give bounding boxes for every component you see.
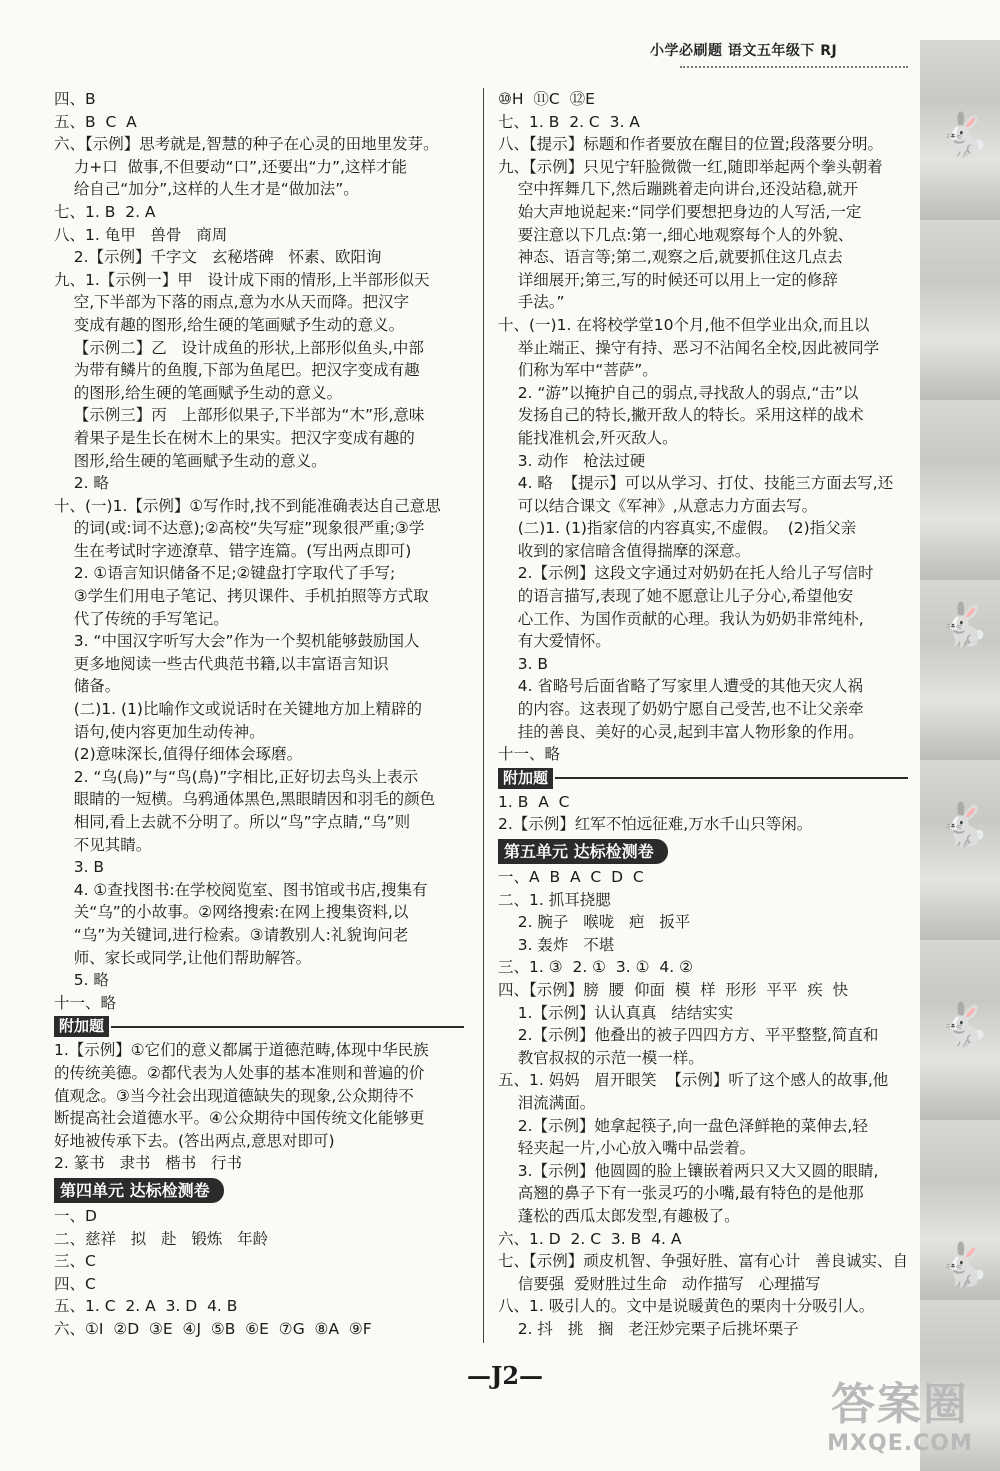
answer-line: 四、【示例】膀 腰 仰面 模 样 形形 平平 疾 快 xyxy=(498,980,849,999)
answer-line: 九、1.【示例一】甲 设计成下雨的情形,上半部形似天 xyxy=(54,270,430,289)
answer-line: 九、【示例】只见宁轩脸微微一红,随即举起两个拳头朝着 xyxy=(498,157,883,176)
answer-line: 3.【示例】他圆圆的脸上镶嵌着两只又大又圆的眼睛, xyxy=(498,1161,879,1180)
answer-line: 八、【提示】标题和作者要放在醒目的位置;段落要分明。 xyxy=(498,135,883,154)
answer-line: 关“乌”的小故事。②网络搜索:在网上搜集资料,以 xyxy=(54,903,409,922)
answer-line: 七、【示例】顽皮机智、争强好胜、富有心计 善良诚实、自 xyxy=(498,1252,909,1271)
unit5-answer-list xyxy=(498,866,908,1340)
answer-line: 有大爱情怀。 xyxy=(498,632,611,651)
answer-line: 十一、略 xyxy=(498,745,561,764)
answer-line: 的词(或:词不达意);②高校“失写症”现象很严重;③学 xyxy=(54,519,425,538)
column-divider xyxy=(483,88,484,1343)
answer-line: 图形,给生硬的笔画赋予生动的意义。 xyxy=(54,451,327,470)
answer-line: (二)1. (1)指家信的内容真实,不虚假。 (2)指父亲 xyxy=(498,519,857,538)
answer-line: 相同,看上去就不分明了。所以“鸟”字点睛,“乌”则 xyxy=(54,813,411,831)
answer-line: 好地被传承下去。(答出两点,意思对即可) xyxy=(54,1131,335,1150)
answer-line: 生在考试时字迹潦草、错字连篇。(写出两点即可) xyxy=(54,541,412,560)
answer-line: 六、1. D 2. C 3. B 4. A xyxy=(498,1229,682,1248)
extra-section-label: 附加题 xyxy=(498,768,553,789)
answer-line: 七、1. B 2. A xyxy=(54,202,156,221)
answer-line: 储备。 xyxy=(54,677,121,696)
answer-line: 手法。” xyxy=(498,293,565,312)
answer-line: 收到的家信暗含值得揣摩的深意。 xyxy=(498,541,751,560)
answer-line: (二)1. (1)比喻作文或说话时在关键地方加上精辟的 xyxy=(54,700,422,719)
answer-line: 2. “游”以掩护自己的弱点,寻找敌人的弱点,“击”以 xyxy=(498,383,859,402)
page-number: —J2— xyxy=(466,1361,544,1390)
answer-line: 三、C xyxy=(54,1252,96,1271)
answer-line: 十、(一)1. 在将校学堂10个月,他不但学业出众,而且以 xyxy=(498,315,870,334)
answer-line: 详细展开;第三,写的时候还可以用上一定的修辞 xyxy=(498,270,838,289)
answer-line: 二、慈祥 拟 赴 锻炼 年龄 xyxy=(54,1229,269,1248)
answer-line: 八、1. 龟甲 兽骨 商周 xyxy=(54,225,228,244)
watermark-logo xyxy=(815,1380,985,1458)
rabbit-icon: 🐇 xyxy=(938,800,991,849)
answer-line: 的传统美德。②都代表为人处事的基本准则和普遍的价 xyxy=(54,1063,425,1082)
answer-line: 举止端正、操守有持、恶习不沾闻名全校,因此被同学 xyxy=(498,338,880,357)
answer-line: 八、1. 吸引人的。文中是说暖黄色的栗肉十分吸引人。 xyxy=(498,1297,875,1316)
rabbit-icon: 🐇 xyxy=(938,600,991,649)
answer-line: 眼睛的一短横。乌鸦通体黑色,黑眼睛因和羽毛的颜色 xyxy=(54,790,436,809)
watermark-text: 答案圈 xyxy=(831,1379,969,1430)
answer-line: 2. 抖 挑 搁 老汪炒完栗子后挑坏栗子 xyxy=(498,1319,799,1338)
watermark-url: MXQE.COM xyxy=(827,1431,973,1456)
answer-line: 4. 省略号后面省略了写家里人遭受的其他天灾人祸 xyxy=(498,677,863,696)
unit5-title: 第五单元 达标检测卷 xyxy=(498,839,668,864)
answer-line: 2. 篆书 隶书 楷书 行书 xyxy=(54,1154,243,1173)
answer-line: ⑩H ⑪C ⑫E xyxy=(498,90,595,108)
answer-line: 着果子是生长在树木上的果实。把汉字变成有趣的 xyxy=(54,428,415,447)
header-divider xyxy=(680,66,908,68)
answer-line: 师、家长或同学,让他们帮助解答。 xyxy=(54,948,312,967)
answer-line: 一、A B A C D C xyxy=(498,868,644,886)
answer-line: 5. 略 xyxy=(54,971,109,990)
answer-line: 给自己“加分”,这样的人生才是“做加法”。 xyxy=(54,180,359,199)
left-column xyxy=(54,88,464,1340)
answer-line: 十一、略 xyxy=(54,993,117,1012)
answer-line: 要注意以下几点:第一,细心地观察每个人的外貌、 xyxy=(498,225,854,244)
answer-line: 五、B C A xyxy=(54,112,137,131)
answer-line: 【示例二】乙 设计成鱼的形状,上部形似鱼头,中部 xyxy=(54,338,424,357)
answer-line: 代了传统的手写笔记。 xyxy=(54,609,229,628)
answer-line: 七、1. B 2. C 3. A xyxy=(498,112,640,131)
answer-line: 断提高社会道德水平。④公众期待中国传统文化能够更 xyxy=(54,1109,425,1128)
answer-line: 四、B xyxy=(54,90,96,108)
answer-line: 3. B xyxy=(54,858,105,877)
right-column xyxy=(498,88,908,1340)
answer-line: 的语言描写,表现了她不愿意让儿子分心,希望他安 xyxy=(498,587,854,606)
answer-line: 变成有趣的图形,给生硬的笔画赋予生动的意义。 xyxy=(54,315,405,334)
answer-line: ③学生们用电子笔记、拷贝课件、手机拍照等方式取 xyxy=(54,587,429,606)
answer-line: 们称为军中“菩萨”。 xyxy=(498,361,658,380)
answer-line: 为带有鳞片的鱼腹,下部为鱼尾巴。把汉字变成有趣 xyxy=(54,361,420,380)
answer-line: 十、(一)1.【示例】①写作时,找不到能准确表达自己意思 xyxy=(54,496,441,515)
answer-line: 2.【示例】这段文字通过对奶奶在托人给儿子写信时 xyxy=(498,564,874,583)
side-decoration-strip xyxy=(920,40,1000,1471)
answer-line: 一、D xyxy=(54,1206,97,1225)
answer-line: “乌”为关键词,进行检索。③请教别人:礼貌询问老 xyxy=(54,925,409,944)
answer-line: 2.【示例】他叠出的被子四四方方、平平整整,简直和 xyxy=(498,1026,879,1045)
unit4-title: 第四单元 达标检测卷 xyxy=(54,1178,224,1203)
answer-line: 2. “乌(烏)”与“鸟(鳥)”字相比,正好切去鸟头上表示 xyxy=(54,767,419,786)
answer-line: 2. 略 xyxy=(54,474,109,493)
unit4-answer-list xyxy=(54,1205,464,1341)
left-answer-list xyxy=(54,88,464,1014)
answer-line: 2. 腕子 喉咙 疤 扳平 xyxy=(498,913,691,932)
answer-line: 教官叔叔的示范一模一样。 xyxy=(498,1048,704,1067)
header-title: 小学必刷题 语文五年级下 RJ xyxy=(650,43,838,59)
answer-line: 1. B A C xyxy=(498,792,570,811)
answer-line: 2.【示例】她拿起筷子,向一盘色泽鲜艳的菜伸去,轻 xyxy=(498,1116,868,1135)
answer-line: 四、C xyxy=(54,1274,96,1293)
answer-line: 2. ①语言知识储备不足;②键盘打字取代了手写; xyxy=(54,564,396,583)
answer-line: 3. B xyxy=(498,654,549,673)
answer-line: 可以结合课文《军神》,从意志力方面去写。 xyxy=(498,496,818,515)
rabbit-icon: 🐇 xyxy=(938,1240,991,1289)
right-extra-section-header xyxy=(498,768,908,789)
answer-line: 不见其睛。 xyxy=(54,835,152,854)
answer-line: 更多地阅读一些古代典范书籍,以丰富语言知识 xyxy=(54,654,389,673)
answer-line: 五、1. 妈妈 眉开眼笑 【示例】听了这个感人的故事,他 xyxy=(498,1071,889,1090)
answer-line: 信要强 爱财胜过生命 动作描写 心理描写 xyxy=(498,1274,821,1293)
answer-line: 高翘的鼻子下有一张灵巧的小嘴,最有特色的是他那 xyxy=(498,1184,864,1203)
rabbit-icon: 🐇 xyxy=(938,1000,991,1049)
answer-line: 六、①I ②D ③E ④J ⑤B ⑥E ⑦G ⑧A ⑨F xyxy=(54,1319,372,1338)
right-answer-list xyxy=(498,88,908,766)
answer-line: 3. “中国汉字听写大会”作为一个契机能够鼓励国人 xyxy=(54,632,420,651)
right-extra-answer-list xyxy=(498,791,908,836)
answer-line: 三、1. ③ 2. ① 3. ① 4. ② xyxy=(498,958,694,977)
answer-line: 空,下半部为下落的雨点,意为水从天而降。把汉字 xyxy=(54,293,410,312)
answer-line: 1.【示例】认认真真 结结实实 xyxy=(498,1003,734,1022)
answer-line: 4. 略 【提示】可以从学习、打仗、技能三方面去写,还 xyxy=(498,474,894,493)
answer-line: 力+口 做事,不但要动“口”,还要出“力”,这样才能 xyxy=(54,157,407,176)
answer-line: 4. ①查找图书:在学校阅览室、图书馆或书店,搜集有 xyxy=(54,880,428,899)
answer-line: 2.【示例】红军不怕远征难,万水千山只等闲。 xyxy=(498,815,813,834)
answer-line: 值观念。③当今社会出现道德缺失的现象,公众期待不 xyxy=(54,1086,414,1105)
answer-line: 神态、语言等;第二,观察之后,就要抓住这几点去 xyxy=(498,248,843,267)
answer-line: 3. 动作 枪法过硬 xyxy=(498,451,646,470)
answer-line: (2)意味深长,值得仔细体会琢磨。 xyxy=(54,745,303,764)
answer-line: 语句,使内容更加生动传神。 xyxy=(54,722,265,741)
answer-line: 2.【示例】千字文 玄秘塔碑 怀素、欧阳询 xyxy=(54,248,382,267)
extra-section-label: 附加题 xyxy=(54,1016,109,1037)
answer-line: 【示例三】丙 上部形似果子,下半部为“木”形,意味 xyxy=(54,406,425,425)
answer-line: 1.【示例】①它们的意义都属于道德范畴,体现中华民族 xyxy=(54,1041,429,1060)
answer-line: 空中挥舞几下,然后蹦跳着走向讲台,还没站稳,就开 xyxy=(498,180,858,199)
rabbit-icon: 🐇 xyxy=(938,110,991,159)
answer-line: 心工作、为国作贡献的心理。我认为奶奶非常纯朴, xyxy=(498,609,864,628)
answer-line: 能找准机会,歼灭敌人。 xyxy=(498,428,678,447)
answer-line: 六、【示例】思考就是,智慧的种子在心灵的田地里发芽。 xyxy=(54,135,439,154)
answer-line: 二、1. 抓耳挠腮 xyxy=(498,890,611,909)
answer-line: 蓬松的西瓜太郎发型,有趣极了。 xyxy=(498,1206,740,1225)
answer-line: 3. 轰炸 不堪 xyxy=(498,935,615,954)
left-extra-answer-list xyxy=(54,1039,464,1175)
left-extra-section-header xyxy=(54,1016,464,1037)
answer-line: 的内容。这表现了奶奶宁愿自己受苦,也不让父亲牵 xyxy=(498,700,864,719)
answer-line: 挂的善良、美好的心灵,起到丰富人物形象的作用。 xyxy=(498,722,864,741)
answer-line: 五、1. C 2. A 3. D 4. B xyxy=(54,1297,238,1316)
answer-line: 轻夹起一片,小心放入嘴中品尝着。 xyxy=(498,1139,756,1158)
answer-line: 的图形,给生硬的笔画赋予生动的意义。 xyxy=(54,383,343,402)
answer-line: 泪流满面。 xyxy=(498,1093,596,1112)
answer-line: 发扬自己的特长,撇开敌人的特长。采用这样的战术 xyxy=(498,406,864,425)
answer-line: 始大声地说起来:“同学们要想把身边的人写活,一定 xyxy=(498,202,862,221)
section-rule xyxy=(111,1026,464,1028)
section-rule xyxy=(555,777,908,779)
